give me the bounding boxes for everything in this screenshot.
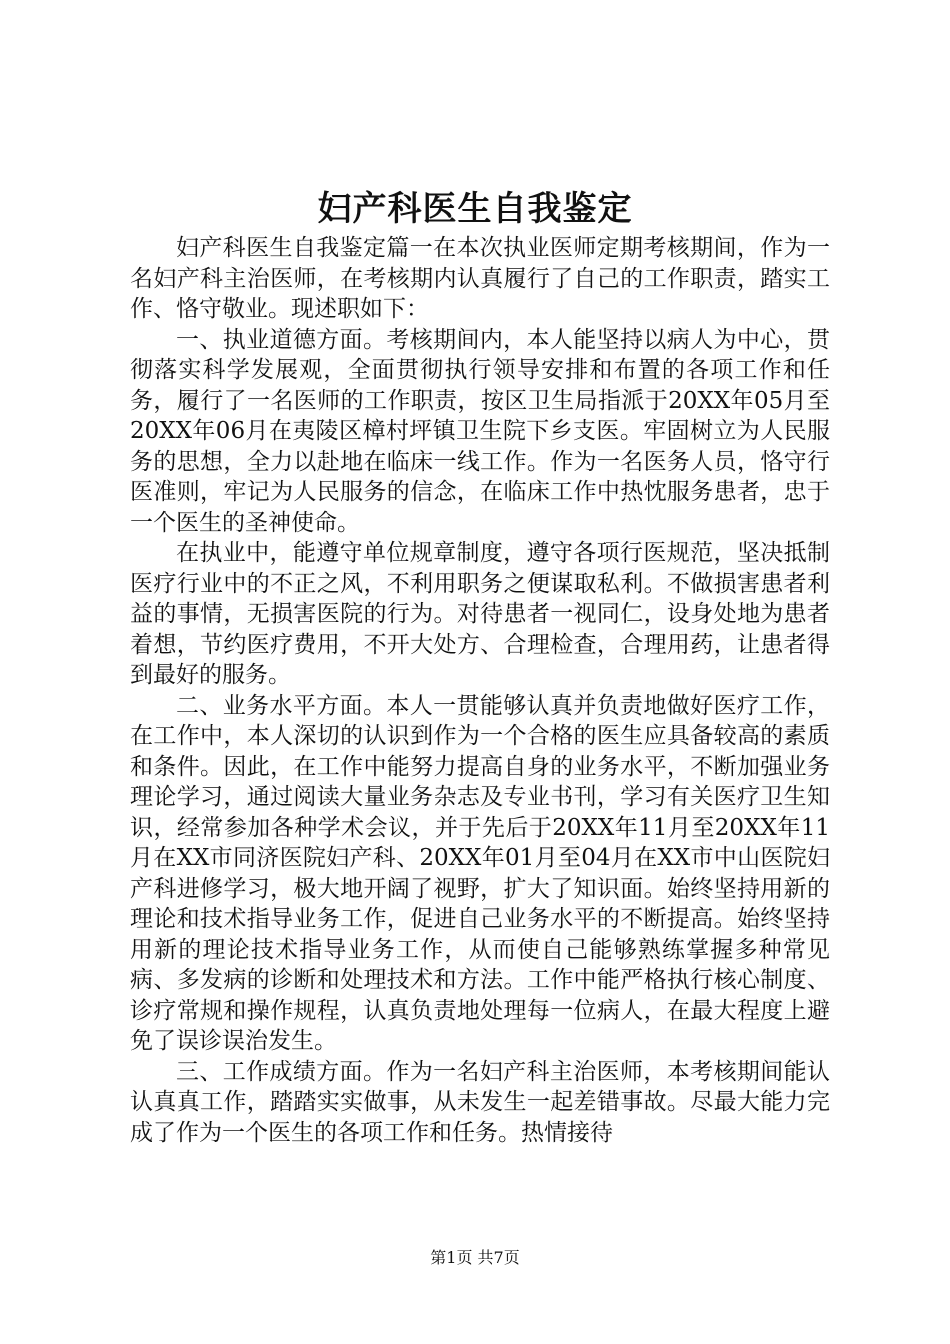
paragraph-ethics: 一、执业道德方面。考核期间内，本人能坚持以病人为中心，贯彻落实科学发展观，全面贯彻执行领导安排和布置的各项工作和任务，履行了一名医师的工作职责，按区卫生局指派于20XX年05月至20XX年06月在夷陵区樟村坪镇卫生院下乡支医。牢固树立为人民服务的思想，全力以赴地在临床一线工作。作为一名医务人员，恪守行医准则，牢记为人民服务的信念，在临床工作中热忱服务患者，忠于一个医生的圣神使命。 (130, 326, 830, 536)
paragraph-achievements: 三、工作成绩方面。作为一名妇产科主治医师，本考核期间能认认真真工作，踏踏实实做事，从未发生一起差错事故。尽最大能力完成了作为一个医生的各项工作和任务。热情接待 (130, 1058, 830, 1146)
document-title: 妇产科医生自我鉴定 (317, 189, 633, 229)
document-body (130, 233, 830, 1148)
paragraph-conduct: 在执业中，能遵守单位规章制度，遵守各项行医规范，坚决抵制医疗行业中的不正之风，不利用职务之便谋取私利。不做损害患者利益的事情，无损害医院的行为。对待患者一视同仁，设身处地为患者着想，节约医疗费用，不开大处方、合理检查，合理用药，让患者得到最好的服务。 (130, 540, 830, 688)
paragraph-intro: 妇产科医生自我鉴定篇一在本次执业医师定期考核期间，作为一名妇产科主治医师，在考核期内认真履行了自己的工作职责，踏实工作、恪守敬业。现述职如下： (130, 235, 830, 322)
page-footer: 第1页 共7页 (430, 1248, 520, 1267)
paragraph-professional-level: 二、业务水平方面。本人一贯能够认真并负责地做好医疗工作，在工作中，本人深切的认识到作为一个合格的医生应具备较高的素质和条件。因此，在工作中能努力提高自身的业务水平，不断加强业务理论学习，通过阅读大量业务杂志及专业书刊，学习有关医疗卫生知识，经常参加各种学术会议，并于先后于20XX年11月至20XX年11月在XX市同济医院妇产科、20XX年01月至04月在XX市中山医院妇产科进修学习，极大地开阔了视野，扩大了知识面。始终坚持用新的理论和技术指导业务工作，促进自己业务水平的不断提高。始终坚持用新的理论技术指导业务工作，从而使自己能够熟练掌握多种常见病、多发病的诊断和处理技术和方法。工作中能严格执行核心制度、诊疗常规和操作规程，认真负责地处理每一位病人，在最大程度上避免了误诊误治发生。 (130, 692, 830, 1054)
